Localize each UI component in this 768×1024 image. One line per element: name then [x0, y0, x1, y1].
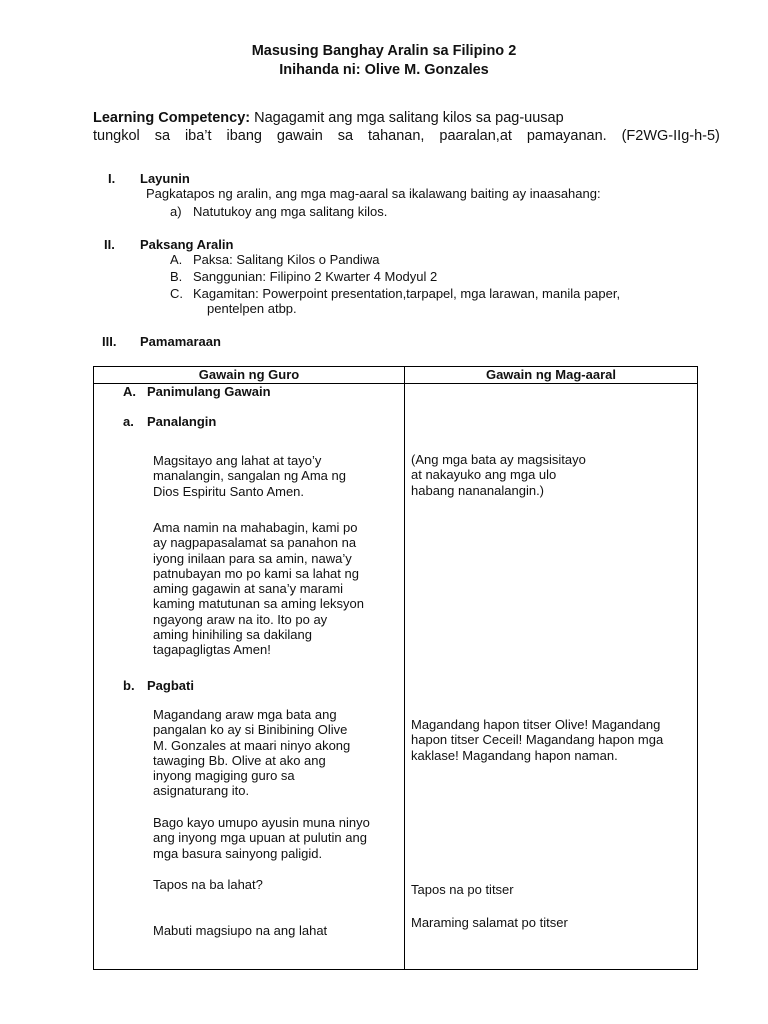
- student-greeting-response: [411, 717, 663, 763]
- student-salamat-response: Maraming salamat po titser: [411, 915, 568, 930]
- sanggunian-item: Sanggunian: Filipino 2 Kwarter 4 Modyul 2: [193, 269, 438, 284]
- list-marker: A.: [170, 252, 183, 267]
- competency-word: tahanan,: [368, 128, 425, 144]
- competency-line-1: [93, 110, 564, 126]
- competency-word: pamayanan.: [526, 128, 607, 144]
- competency-label: Learning Competency:: [93, 110, 251, 126]
- list-marker: a.: [123, 414, 134, 429]
- section-title-pamamaraan: Pamamaraan: [140, 334, 221, 349]
- text-line: pangalan ko ay si Binibining Olive: [153, 722, 348, 738]
- text-line: aming hinihiling sa dakilang: [153, 627, 312, 643]
- list-marker: B.: [170, 269, 183, 284]
- text-line: mga basura sainyong paligid.: [153, 845, 323, 861]
- text-line: kaming matutunan sa aming leksyon: [153, 596, 365, 612]
- panalangin-heading: Panalangin: [147, 414, 217, 429]
- panimulang-gawain-heading: Panimulang Gawain: [147, 384, 271, 399]
- author-line: Inihanda ni: Olive M. Gonzales: [279, 62, 489, 78]
- document-title: Masusing Banghay Aralin sa Filipino 2: [251, 43, 517, 59]
- text-line: (Ang mga bata ay magsisitayo: [411, 452, 586, 467]
- student-prayer-response: [411, 452, 586, 498]
- text-line: asignaturang ito.: [153, 783, 250, 799]
- paksa-item: Paksa: Salitang Kilos o Pandiwa: [193, 252, 380, 267]
- section-number: II.: [104, 237, 115, 252]
- kagamitan-item-cont: pentelpen atbp.: [207, 301, 297, 316]
- list-marker: A.: [123, 384, 136, 399]
- header-guro: Gawain ng Guro: [198, 367, 300, 382]
- tapos-question: Tapos na ba lahat?: [153, 877, 263, 892]
- text-line: ay nagpapasalamat sa panahon na: [153, 535, 357, 551]
- competency-word: tungkol: [93, 128, 140, 144]
- text-line: habang nananalangin.): [411, 482, 545, 498]
- text-line: tagapagligtas Amen!: [153, 642, 271, 658]
- text-line: inyong magiging guro sa: [153, 768, 295, 784]
- layunin-item: Natutukoy ang mga salitang kilos.: [193, 204, 388, 219]
- pagbati-heading: Pagbati: [147, 678, 194, 693]
- list-marker: a): [170, 204, 182, 219]
- competency-code: (F2WG-IIg-h-5): [621, 128, 720, 144]
- text-line: kaklase! Magandang hapon naman.: [411, 747, 618, 763]
- competency-text: Nagagamit ang mga salitang kilos sa pag-uusap: [254, 110, 564, 126]
- pagbati-greeting: [153, 707, 350, 799]
- text-line: M. Gonzales at maari ninyo akong: [153, 737, 351, 753]
- text-line: Magsitayo ang lahat at tayo’y: [153, 453, 322, 468]
- section-number: I.: [108, 171, 116, 186]
- text-line: ang inyong mga upuan at pulutin ang: [153, 830, 367, 846]
- competency-word: paaralan,at: [439, 128, 512, 144]
- text-line: aming gagawin at sana’y marami: [153, 581, 344, 597]
- competency-word: ibang: [226, 128, 262, 144]
- text-line: Bago kayo umupo ayusin muna ninyo: [153, 815, 370, 830]
- list-marker: b.: [123, 678, 135, 693]
- pagbati-instruction: [153, 815, 370, 861]
- text-line: hapon titser Ceceil! Magandang hapon mga: [411, 732, 664, 748]
- text-line: iyong inilaan para sa amin, nawa’y: [153, 550, 352, 566]
- pamamaraan-table: [93, 366, 698, 970]
- magsiupo-instruction: Mabuti magsiupo na ang lahat: [153, 923, 328, 938]
- column-divider: [404, 367, 405, 969]
- text-line: manalangin, sangalan ng Ama ng: [153, 468, 346, 484]
- competency-word: gawain: [276, 128, 323, 144]
- panalangin-instruction: [153, 453, 346, 499]
- text-line: Magandang araw mga bata ang: [153, 707, 337, 722]
- layunin-intro: Pagkatapos ng aralin, ang mga mag-aaral sa ikalawang baiting ay inaasahang:: [146, 186, 601, 201]
- text-line: patnubayan mo po kami sa lahat ng: [153, 565, 359, 581]
- competency-word: sa: [337, 128, 354, 144]
- student-tapos-response: Tapos na po titser: [411, 882, 514, 897]
- section-number: III.: [102, 334, 117, 349]
- list-marker: C.: [170, 286, 183, 301]
- text-line: Ama namin na mahabagin, kami po: [153, 520, 358, 535]
- text-line: ngayong araw na ito. Ito po ay: [153, 611, 328, 627]
- panalangin-prayer: [153, 520, 364, 658]
- section-title-paksang-aralin: Paksang Aralin: [140, 237, 234, 252]
- header-magaaral: Gawain ng Mag-aaral: [485, 367, 617, 382]
- kagamitan-item: Kagamitan: Powerpoint presentation,tarpapel, mga larawan, manila paper,: [193, 286, 621, 301]
- text-line: tawaging Bb. Olive at ako ang: [153, 752, 326, 768]
- text-line: Dios Espiritu Santo Amen.: [153, 483, 305, 499]
- text-line: at nakayuko ang mga ulo: [411, 467, 557, 483]
- competency-word: sa: [154, 128, 171, 144]
- section-title-layunin: Layunin: [140, 171, 190, 186]
- text-line: Magandang hapon titser Olive! Magandang: [411, 717, 661, 732]
- competency-line-2: [93, 128, 720, 144]
- competency-word: iba’t: [184, 128, 212, 144]
